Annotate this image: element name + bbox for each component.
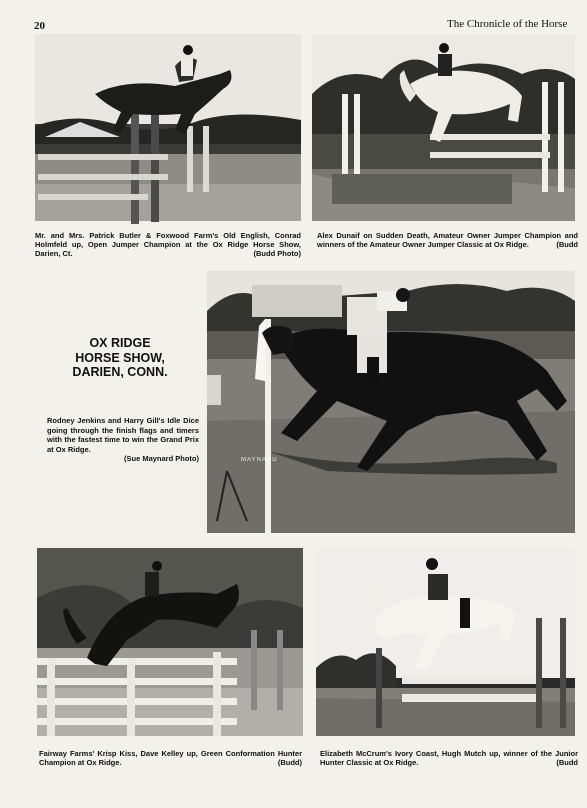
photo-ivory-coast: [316, 548, 575, 736]
feature-caption-credit: (Sue Maynard Photo): [123, 454, 199, 463]
photo-idle-dice-stamp: MAYNARD: [241, 457, 278, 463]
photo-sudden-death-credit: (Budd: [556, 240, 578, 249]
photo-old-english: [35, 34, 301, 221]
feature-headline-line-1: OX RIDGE: [89, 336, 151, 350]
photo-sudden-death-caption: [317, 231, 578, 261]
photo-old-english-caption-text: Mr. and Mrs. Patrick Butler & Foxwood Farm's Old English, Conrad Holmfeld up, Open Jumper Champion at the Ox Ridge Horse Show, Darien, Ct.: [35, 231, 301, 258]
photo-sudden-death: [312, 34, 575, 221]
feature-headline-line-3: DARIEN, CONN.: [72, 365, 168, 379]
feature-caption: [47, 416, 199, 464]
photo-old-english-credit: (Budd Photo): [253, 249, 301, 258]
running-head: The Chronicle of the Horse: [447, 18, 568, 30]
photo-ivory-coast-caption: [320, 749, 578, 771]
photo-krisp-kiss-credit: (Budd): [277, 758, 302, 767]
photo-krisp-kiss-caption: [39, 749, 302, 771]
photo-krisp-kiss-caption-text: Fairway Farms' Krisp Kiss, Dave Kelley up, Green Conformation Hunter Champion at Ox Ridge.: [39, 749, 302, 767]
feature-caption-text: Rodney Jenkins and Harry Gill's Idle Dice going through the finish flags and timers with the fastest time to win the Grand Prix at Ox Ridge.: [47, 416, 199, 454]
feature-headline-line-2: HORSE SHOW,: [75, 350, 165, 365]
photo-krisp-kiss: [37, 548, 303, 736]
photo-sudden-death-caption-text: Alex Dunaif on Sudden Death, Amateur Owner Jumper Champion and winners of the Amateur Owner Jumper Classic at Ox Ridge.: [317, 231, 578, 249]
photo-ivory-coast-caption-text: Elizabeth McCrum's Ivory Coast, Hugh Mutch up, winner of the Junior Hunter Classic at Ox Ridge.: [320, 749, 578, 767]
feature-headline: [50, 336, 190, 380]
photo-old-english-caption: [35, 231, 301, 261]
photo-idle-dice: [207, 271, 575, 533]
photo-ivory-coast-credit: (Budd: [556, 758, 578, 767]
page-number: 20: [34, 20, 45, 32]
